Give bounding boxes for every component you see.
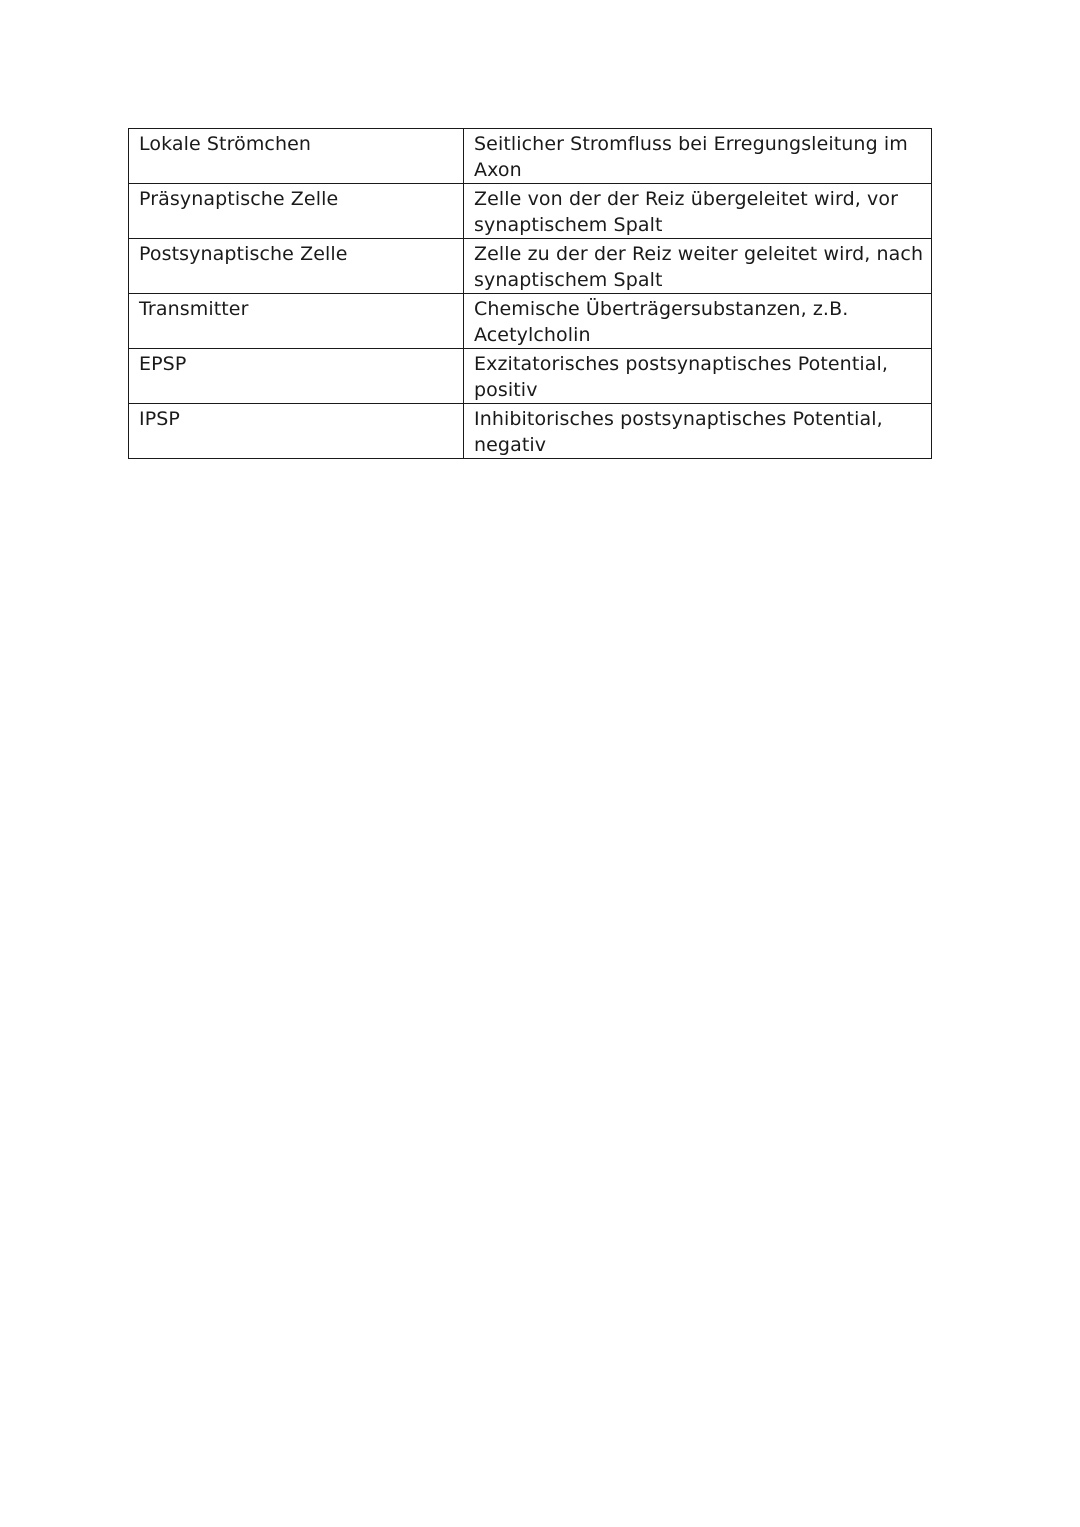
definition-cell: Zelle von der der Reiz übergeleitet wird, vor synaptischem Spalt — [464, 184, 932, 239]
table-row — [129, 129, 932, 184]
term-cell: Lokale Strömchen — [129, 129, 464, 184]
definition-cell: Exzitatorisches postsynaptisches Potential, positiv — [464, 349, 932, 404]
definition-cell: Seitlicher Stromfluss bei Erregungsleitung im Axon — [464, 129, 932, 184]
definition-cell: Chemische Überträgersubstanzen, z.B. Acetylcholin — [464, 294, 932, 349]
table-row — [129, 349, 932, 404]
definition-cell: Zelle zu der der Reiz weiter geleitet wird, nach synaptischem Spalt — [464, 239, 932, 294]
table-row — [129, 294, 932, 349]
term-cell: Präsynaptische Zelle — [129, 184, 464, 239]
definition-cell: Inhibitorisches postsynaptisches Potential, negativ — [464, 404, 932, 459]
term-cell: Postsynaptische Zelle — [129, 239, 464, 294]
term-cell: Transmitter — [129, 294, 464, 349]
term-cell: EPSP — [129, 349, 464, 404]
table-row — [129, 184, 932, 239]
table-row — [129, 239, 932, 294]
glossary-table — [128, 128, 932, 459]
term-cell: IPSP — [129, 404, 464, 459]
table-row — [129, 404, 932, 459]
